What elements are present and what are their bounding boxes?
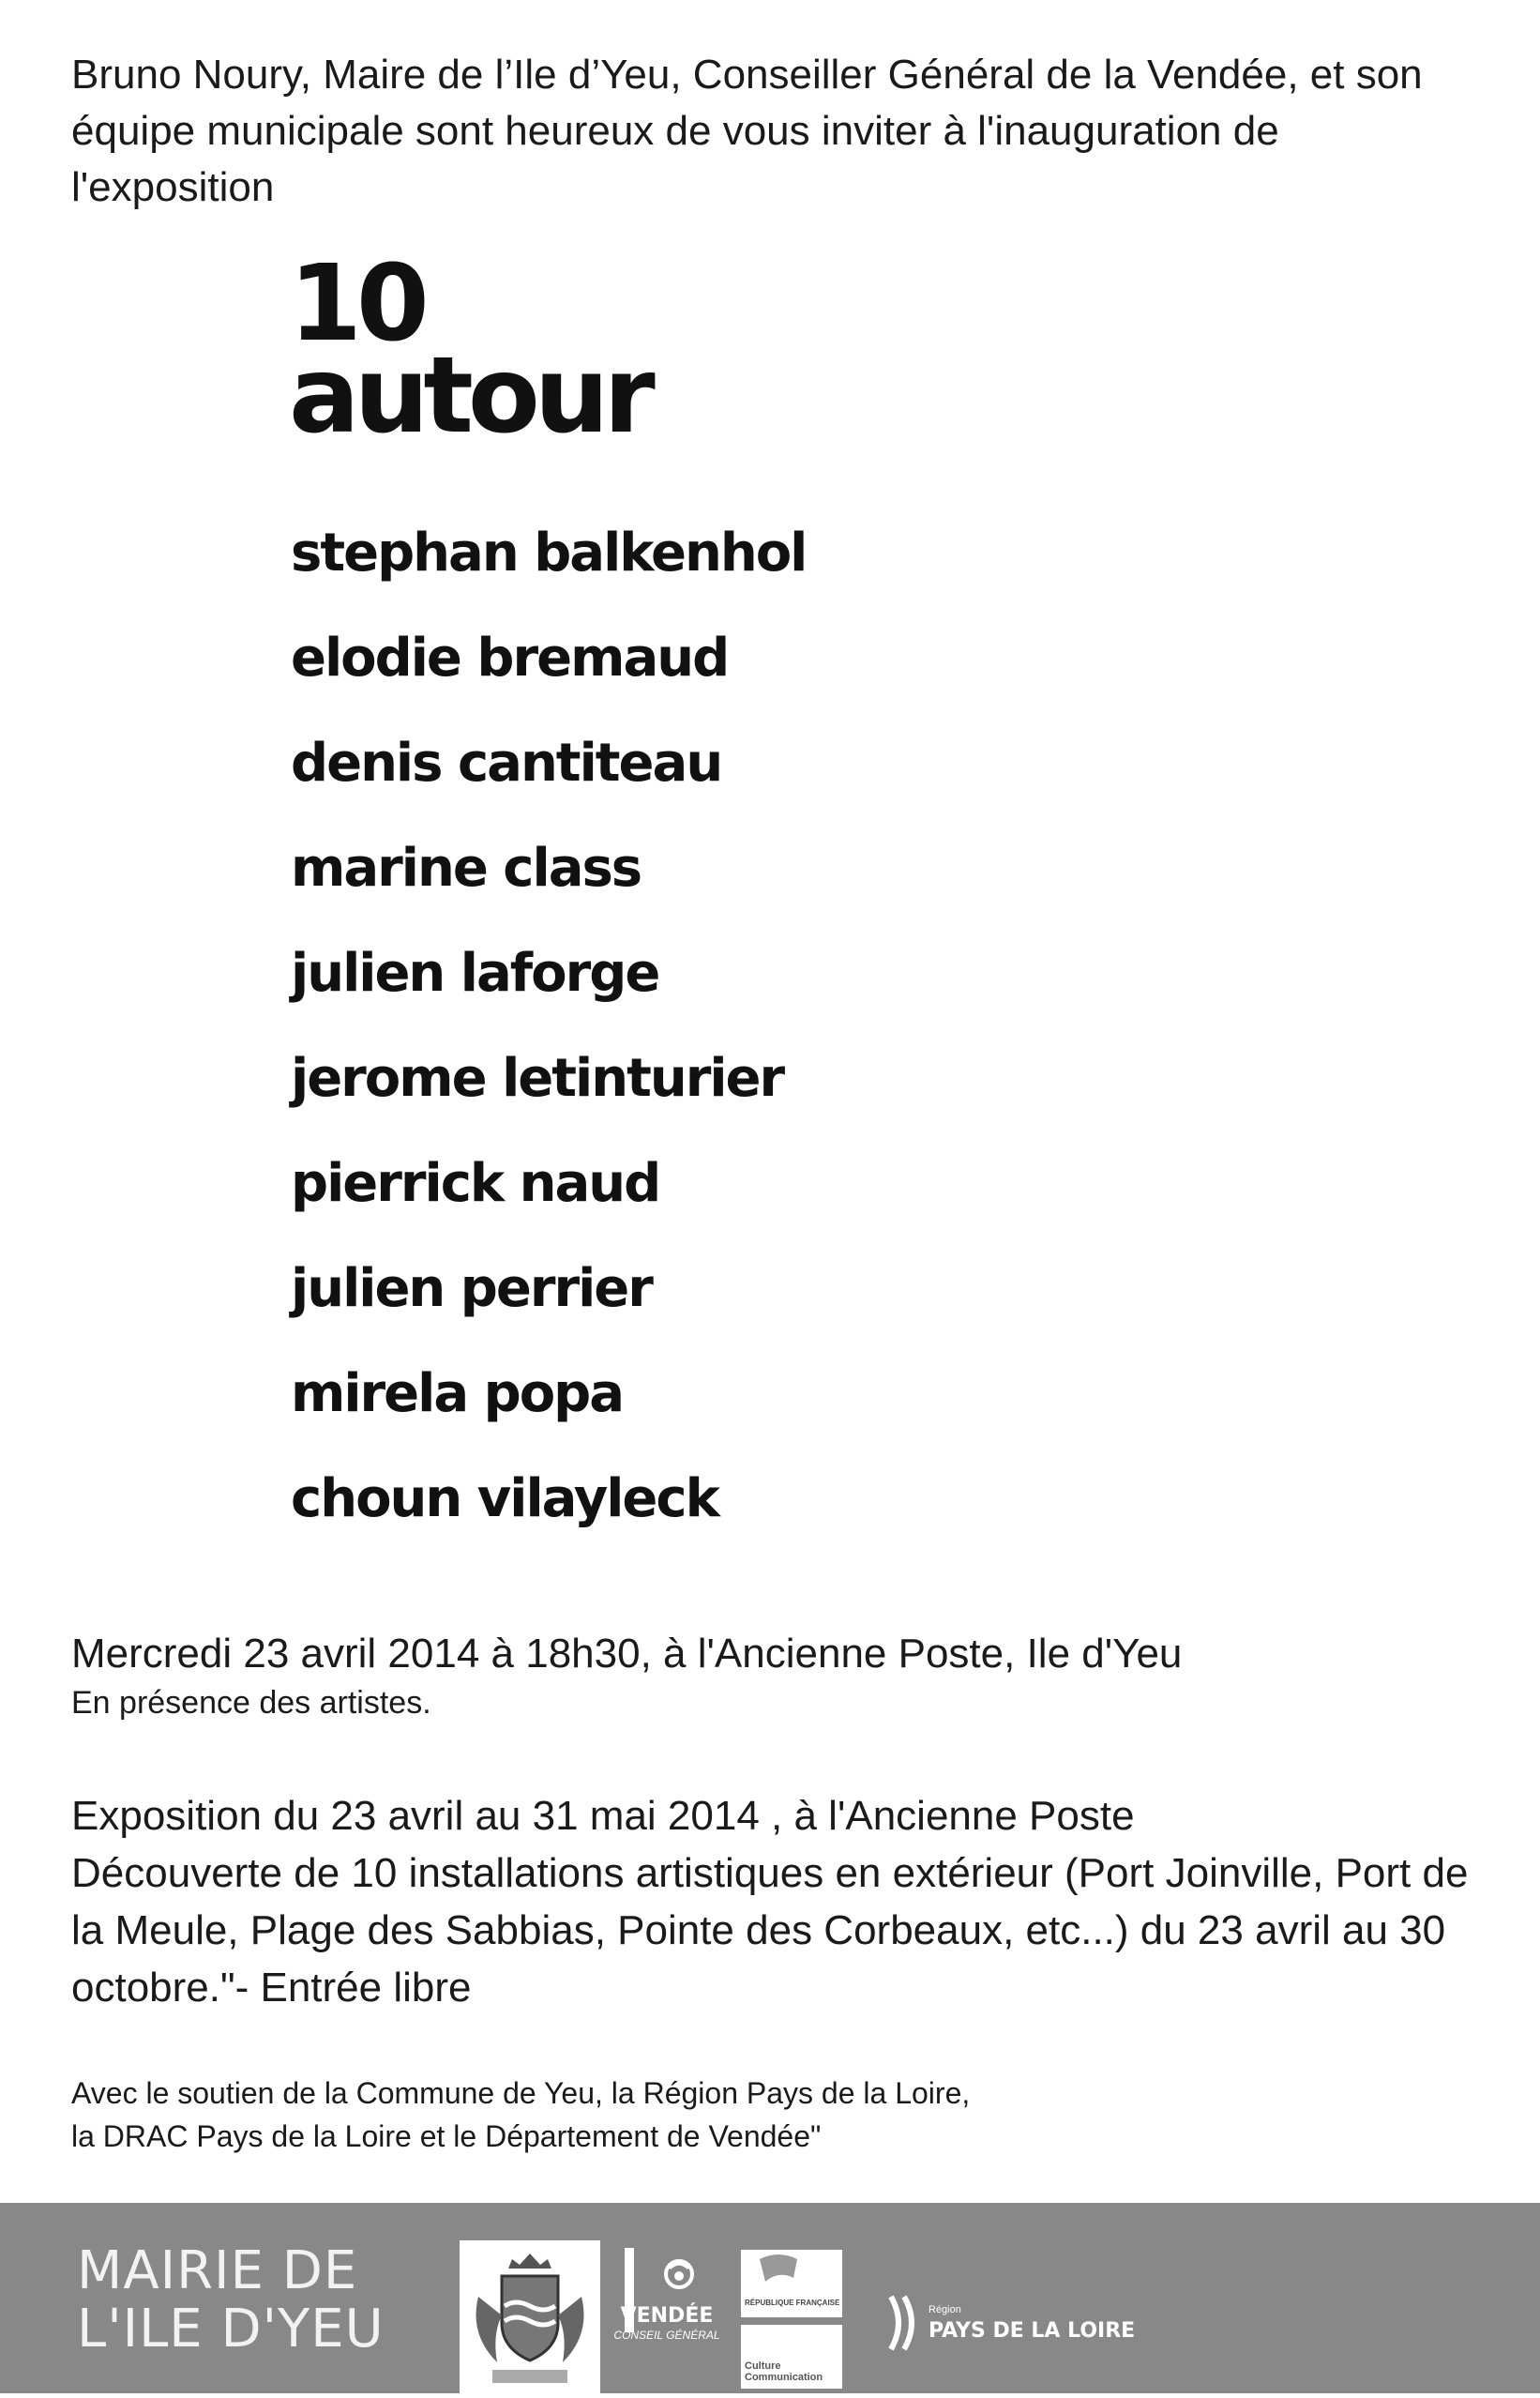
footer-band [0,2203,1540,2393]
mairie-logo-text [77,2242,385,2359]
support-line-1: Avec le soutien de la Commune de Yeu, la Région Pays de la Loire, [71,2076,971,2110]
vendee-label: VENDÉE [620,2304,714,2328]
artist-name: elodie bremaud [291,628,729,689]
artist-name: marine class [291,838,642,899]
vendee-sub-label: CONSEIL GÉNÉRAL [613,2329,720,2342]
artist-name: choun vilayleck [291,1468,718,1529]
support-credits [71,2072,1384,2158]
exhibition-title [289,243,650,457]
title-line-2: autour [289,335,650,457]
event-date-place: Mercredi 23 avril 2014 à 18h30, à l'Ancienne Poste, Ile d'Yeu [71,1631,1183,1677]
invitation-intro: Bruno Noury, Maire de l’Ile d’Yeu, Conseiller Général de la Vendée, et son équipe municipale sont heureux de vous inviter à l'inauguration de l'exposition [71,52,1423,210]
exhibition-dates: Exposition du 23 avril au 31 mai 2014 , à l'Ancienne Poste [71,1793,1135,1839]
republique-label: RÉPUBLIQUE FRANÇAISE [745,2299,840,2307]
event-details [71,1628,1478,1725]
artist-name: julien perrier [291,1258,652,1319]
marianne-icon [741,2250,842,2317]
artist-name: denis cantiteau [291,733,722,794]
artist-name: jerome letinturier [291,1048,784,1109]
artist-name: mirela popa [291,1363,624,1424]
pays-de-la-loire-logo-icon [885,2293,923,2353]
exhibition-description: Découverte de 10 installations artistiques en extérieur (Port Joinville, Port de la Meule, Plage des Sabbias, Pointe des Corbeaux, etc...) du 23 avril au 30 octobre."- Entrée libre [71,1850,1469,2011]
artist-name: stephan balkenhol [291,523,807,584]
title-line-1: 10 [289,243,424,365]
mairie-line-1: MAIRIE DE [77,2240,358,2301]
culture-label: Culture Communication [745,2360,823,2383]
support-line-2: la DRAC Pays de la Loire et le Département de Vendée" [71,2119,822,2153]
mairie-line-2: L'ILE D'YEU [77,2299,385,2360]
crest-icon [460,2240,600,2393]
artist-list [291,521,806,1571]
exhibition-info [71,1787,1497,2016]
pays-de-la-loire-label: PAYS DE LA LOIRE [929,2319,1136,2343]
ministry-logo [741,2250,842,2390]
artist-name: julien laforge [291,943,659,1004]
region-label: Région [929,2304,961,2315]
event-note: En présence des artistes. [71,1685,431,1721]
artist-name: pierrick naud [291,1153,660,1214]
